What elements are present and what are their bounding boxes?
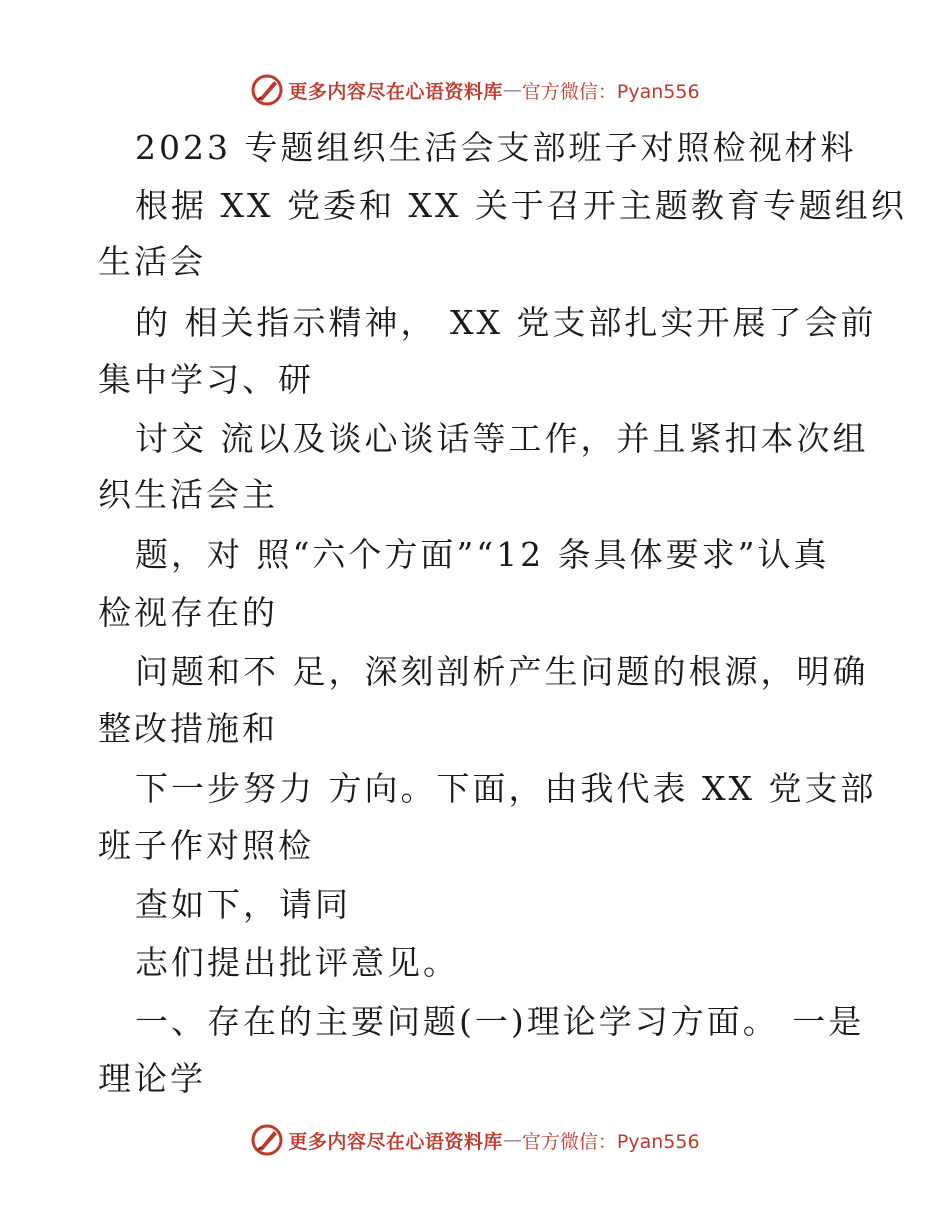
watermark-banner-bottom bbox=[0, 1120, 950, 1160]
paragraph-line: 下一步努力 方向。下面，由我代表 XX 党支部 bbox=[135, 769, 877, 808]
paragraph-line: 检视存在的 bbox=[98, 593, 278, 632]
paragraph-line: 集中学习、研 bbox=[98, 360, 314, 399]
paragraph-line: 的 相关指示精神， XX 党支部扎实开展了会前 bbox=[135, 303, 877, 342]
watermark-separator: — bbox=[502, 1129, 522, 1151]
paragraph-line: 理论学 bbox=[98, 1059, 206, 1098]
document-title: 2023 专题组织生活会支部班子对照检视材料 bbox=[135, 128, 857, 167]
section-heading-line: 一、存在的主要问题(一)理论学习方面。 一是 bbox=[135, 1002, 865, 1041]
paragraph-line: 问题和不 足，深刻剖析产生问题的根源，明确 bbox=[135, 652, 869, 691]
paragraph-line: 织生活会主 bbox=[98, 475, 278, 514]
watermark-banner-top bbox=[0, 70, 950, 110]
paragraph-line: 生活会 bbox=[98, 242, 206, 281]
watermark-separator: — bbox=[502, 79, 522, 101]
watermark-contact-text: 官方微信：Pyan556 bbox=[521, 80, 700, 103]
paragraph-line: 班子作对照检 bbox=[98, 826, 314, 865]
watermark-contact-text: 官方微信：Pyan556 bbox=[521, 1130, 700, 1153]
quill-pen-logo-icon bbox=[250, 1123, 284, 1157]
paragraph-line: 根据 XX 党委和 XX 关于召开主题教育专题组织 bbox=[135, 186, 907, 225]
paragraph-line: 讨交 流以及谈心谈话等工作，并且紧扣本次组 bbox=[135, 419, 869, 458]
watermark-brand-text: 更多内容尽在心语资料库 bbox=[288, 1130, 503, 1153]
quill-pen-logo-icon bbox=[250, 73, 284, 107]
paragraph-line: 查如下，请同 bbox=[135, 885, 351, 924]
paragraph-line: 题，对 照“六个方面”“12 条具体要求”认真 bbox=[135, 535, 830, 574]
paragraph-line: 整改措施和 bbox=[98, 709, 278, 748]
paragraph-line: 志们提出批评意见。 bbox=[135, 943, 459, 982]
watermark-brand-text: 更多内容尽在心语资料库 bbox=[288, 80, 503, 103]
